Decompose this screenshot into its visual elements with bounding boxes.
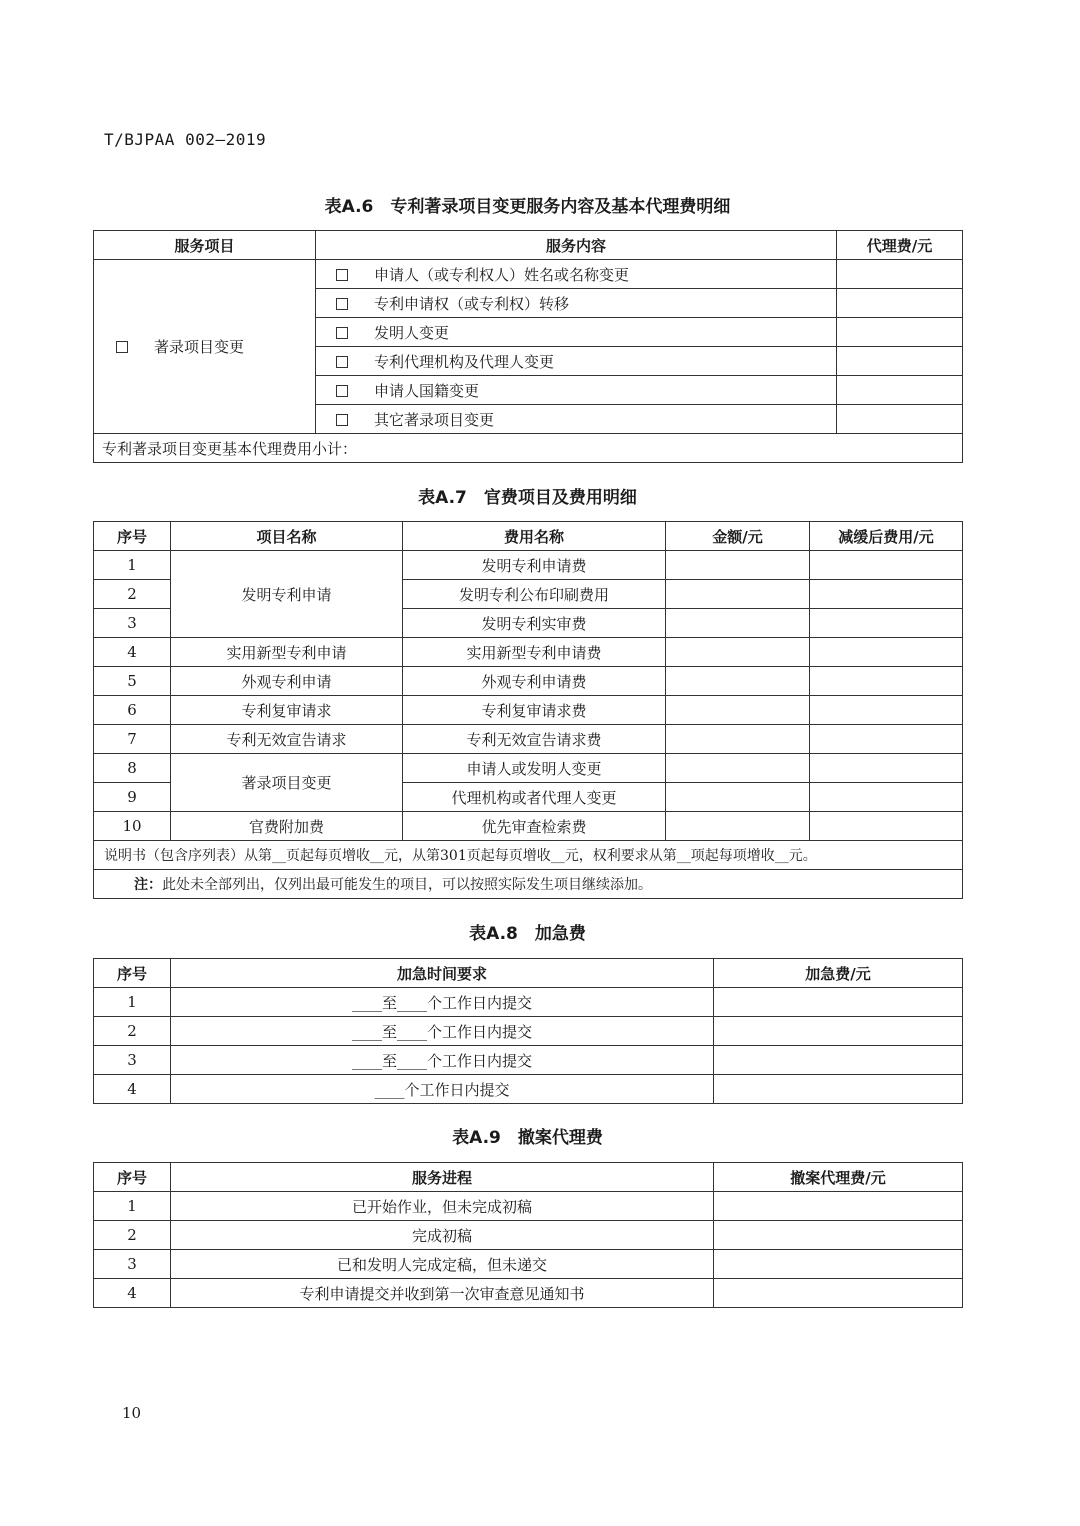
fee-cell[interactable] bbox=[837, 260, 963, 289]
table-row bbox=[316, 318, 837, 347]
header-agency-fee: 代理费/元 bbox=[837, 231, 963, 260]
row-no: 3 bbox=[94, 1046, 171, 1075]
amount-cell[interactable] bbox=[666, 812, 810, 841]
row-no: 3 bbox=[94, 1250, 171, 1279]
urgent-requirement: ____至____个工作日内提交 bbox=[171, 1017, 714, 1046]
header-item-name: 项目名称 bbox=[171, 522, 403, 551]
amount-cell[interactable] bbox=[666, 696, 810, 725]
note-label: 注： bbox=[134, 877, 162, 893]
table-row bbox=[94, 1279, 963, 1308]
row-no: 1 bbox=[94, 988, 171, 1017]
fee-name: 优先审查检索费 bbox=[403, 812, 666, 841]
amount-cell[interactable] bbox=[666, 754, 810, 783]
service-content-label: 专利申请权（或专利权）转移 bbox=[374, 294, 570, 313]
urgent-requirement: ____至____个工作日内提交 bbox=[171, 988, 714, 1017]
fee-name: 发明专利实审费 bbox=[403, 609, 666, 638]
header-amount: 金额/元 bbox=[666, 522, 810, 551]
header-service-item: 服务项目 bbox=[94, 231, 316, 260]
service-content-label: 专利代理机构及代理人变更 bbox=[374, 352, 555, 371]
table-a8-caption: 表A.8 加急费 bbox=[469, 924, 586, 944]
table-a9-caption: 表A.9 撤案代理费 bbox=[452, 1128, 603, 1148]
table-a6-caption: 表A.6 专利著录项目变更服务内容及基本代理费明细 bbox=[324, 197, 731, 217]
fee-cell[interactable] bbox=[837, 289, 963, 318]
header-service-content: 服务内容 bbox=[316, 231, 837, 260]
checkbox[interactable] bbox=[336, 356, 348, 368]
service-item-label: 著录项目变更 bbox=[154, 338, 245, 356]
amount-cell[interactable] bbox=[666, 638, 810, 667]
fee-cell[interactable] bbox=[837, 376, 963, 405]
reduced-fee-cell[interactable] bbox=[810, 754, 963, 783]
table-row bbox=[94, 1221, 963, 1250]
fee-cell[interactable] bbox=[837, 405, 963, 434]
row-no: 4 bbox=[94, 1075, 171, 1104]
item-name: 发明专利申请 bbox=[171, 551, 403, 638]
table-row bbox=[316, 347, 837, 376]
amount-cell[interactable] bbox=[666, 783, 810, 812]
table-row bbox=[316, 260, 837, 289]
header-no: 序号 bbox=[94, 959, 171, 988]
reduced-fee-cell[interactable] bbox=[810, 609, 963, 638]
table-a7-caption: 表A.7 官费项目及费用明细 bbox=[418, 488, 637, 508]
item-name: 专利复审请求 bbox=[171, 696, 403, 725]
service-stage: 已开始作业，但未完成初稿 bbox=[171, 1192, 714, 1221]
reduced-fee-cell[interactable] bbox=[810, 812, 963, 841]
table-row bbox=[94, 551, 963, 580]
service-stage: 专利申请提交并收到第一次审查意见通知书 bbox=[171, 1279, 714, 1308]
checkbox[interactable] bbox=[336, 269, 348, 281]
reduced-fee-cell[interactable] bbox=[810, 696, 963, 725]
service-content-label: 申请人国籍变更 bbox=[374, 381, 480, 400]
table-a8 bbox=[93, 958, 963, 1104]
fee-name: 代理机构或者代理人变更 bbox=[403, 783, 666, 812]
urgent-fee-cell[interactable] bbox=[714, 1046, 963, 1075]
item-name: 官费附加费 bbox=[171, 812, 403, 841]
row-no: 4 bbox=[94, 638, 171, 667]
table-row bbox=[94, 812, 963, 841]
table-row bbox=[94, 988, 963, 1017]
header-urgent-fee: 加急费/元 bbox=[714, 959, 963, 988]
table-row bbox=[94, 754, 963, 783]
table-row bbox=[316, 405, 837, 434]
reduced-fee-cell[interactable] bbox=[810, 638, 963, 667]
amount-cell[interactable] bbox=[666, 580, 810, 609]
table-row bbox=[94, 1017, 963, 1046]
header-no: 序号 bbox=[94, 522, 171, 551]
header-withdrawal-fee: 撤案代理费/元 bbox=[714, 1163, 963, 1192]
table-row bbox=[94, 1250, 963, 1279]
header-service-stage: 服务进程 bbox=[171, 1163, 714, 1192]
amount-cell[interactable] bbox=[666, 609, 810, 638]
header-fee-name: 费用名称 bbox=[403, 522, 666, 551]
row-no: 1 bbox=[94, 1192, 171, 1221]
checkbox[interactable] bbox=[116, 341, 128, 353]
page-number: 10 bbox=[122, 1404, 142, 1422]
table-row bbox=[94, 667, 963, 696]
withdrawal-fee-cell[interactable] bbox=[714, 1250, 963, 1279]
row-no: 2 bbox=[94, 1017, 171, 1046]
table-row bbox=[94, 1192, 963, 1221]
item-name: 著录项目变更 bbox=[171, 754, 403, 812]
amount-cell[interactable] bbox=[666, 667, 810, 696]
row-no: 5 bbox=[94, 667, 171, 696]
subtotal-row: 专利著录项目变更基本代理费用小计： bbox=[94, 434, 963, 463]
amount-cell[interactable] bbox=[666, 725, 810, 754]
row-no: 10 bbox=[94, 812, 171, 841]
service-content-label: 其它著录项目变更 bbox=[374, 410, 495, 429]
row-no: 1 bbox=[94, 551, 171, 580]
urgent-fee-cell[interactable] bbox=[714, 1075, 963, 1104]
row-no: 8 bbox=[94, 754, 171, 783]
reduced-fee-cell[interactable] bbox=[810, 551, 963, 580]
checkbox[interactable] bbox=[336, 414, 348, 426]
fee-name: 实用新型专利申请费 bbox=[403, 638, 666, 667]
checkbox[interactable] bbox=[336, 327, 348, 339]
urgent-fee-cell[interactable] bbox=[714, 1017, 963, 1046]
table-row bbox=[316, 289, 837, 318]
fee-name: 专利复审请求费 bbox=[403, 696, 666, 725]
service-item-cell bbox=[94, 260, 316, 434]
header-urgent-time: 加急时间要求 bbox=[171, 959, 714, 988]
table-a7 bbox=[93, 521, 963, 899]
reduced-fee-cell[interactable] bbox=[810, 667, 963, 696]
row-no: 2 bbox=[94, 580, 171, 609]
header-no: 序号 bbox=[94, 1163, 171, 1192]
header-reduced-fee: 减缓后费用/元 bbox=[810, 522, 963, 551]
withdrawal-fee-cell[interactable] bbox=[714, 1279, 963, 1308]
reduced-fee-cell[interactable] bbox=[810, 725, 963, 754]
row-no: 3 bbox=[94, 609, 171, 638]
row-no: 6 bbox=[94, 696, 171, 725]
description-note: 说明书（包含序列表）从第__页起每页增收__元，从第301页起每页增收__元，权利要求从第__项起每项增收__元。 bbox=[94, 841, 963, 870]
row-no: 7 bbox=[94, 725, 171, 754]
fee-name: 申请人或发明人变更 bbox=[403, 754, 666, 783]
note-row bbox=[94, 870, 963, 899]
table-row bbox=[94, 1075, 963, 1104]
item-name: 专利无效宣告请求 bbox=[171, 725, 403, 754]
urgent-fee-cell[interactable] bbox=[714, 988, 963, 1017]
table-row bbox=[94, 1046, 963, 1075]
service-stage: 已和发明人完成定稿，但未递交 bbox=[171, 1250, 714, 1279]
checkbox[interactable] bbox=[336, 385, 348, 397]
table-row bbox=[94, 696, 963, 725]
row-no: 4 bbox=[94, 1279, 171, 1308]
reduced-fee-cell[interactable] bbox=[810, 580, 963, 609]
note-text: 此处未全部列出，仅列出最可能发生的项目，可以按照实际发生项目继续添加。 bbox=[162, 877, 652, 893]
table-a9 bbox=[93, 1162, 963, 1308]
fee-name: 发明专利公布印刷费用 bbox=[403, 580, 666, 609]
urgent-requirement: ____个工作日内提交 bbox=[171, 1075, 714, 1104]
amount-cell[interactable] bbox=[666, 551, 810, 580]
table-a6 bbox=[93, 230, 963, 463]
fee-cell[interactable] bbox=[837, 347, 963, 376]
row-no: 9 bbox=[94, 783, 171, 812]
checkbox[interactable] bbox=[336, 298, 348, 310]
fee-name: 外观专利申请费 bbox=[403, 667, 666, 696]
service-content-label: 申请人（或专利权人）姓名或名称变更 bbox=[374, 265, 630, 284]
reduced-fee-cell[interactable] bbox=[810, 783, 963, 812]
service-stage: 完成初稿 bbox=[171, 1221, 714, 1250]
fee-cell[interactable] bbox=[837, 318, 963, 347]
row-no: 2 bbox=[94, 1221, 171, 1250]
service-content-label: 发明人变更 bbox=[374, 323, 450, 342]
table-row bbox=[94, 725, 963, 754]
item-name: 实用新型专利申请 bbox=[171, 638, 403, 667]
document-code: T/BJPAA 002—2019 bbox=[104, 130, 267, 149]
table-row bbox=[94, 638, 963, 667]
withdrawal-fee-cell[interactable] bbox=[714, 1221, 963, 1250]
item-name: 外观专利申请 bbox=[171, 667, 403, 696]
withdrawal-fee-cell[interactable] bbox=[714, 1192, 963, 1221]
urgent-requirement: ____至____个工作日内提交 bbox=[171, 1046, 714, 1075]
fee-name: 专利无效宣告请求费 bbox=[403, 725, 666, 754]
fee-name: 发明专利申请费 bbox=[403, 551, 666, 580]
table-row bbox=[316, 376, 837, 405]
